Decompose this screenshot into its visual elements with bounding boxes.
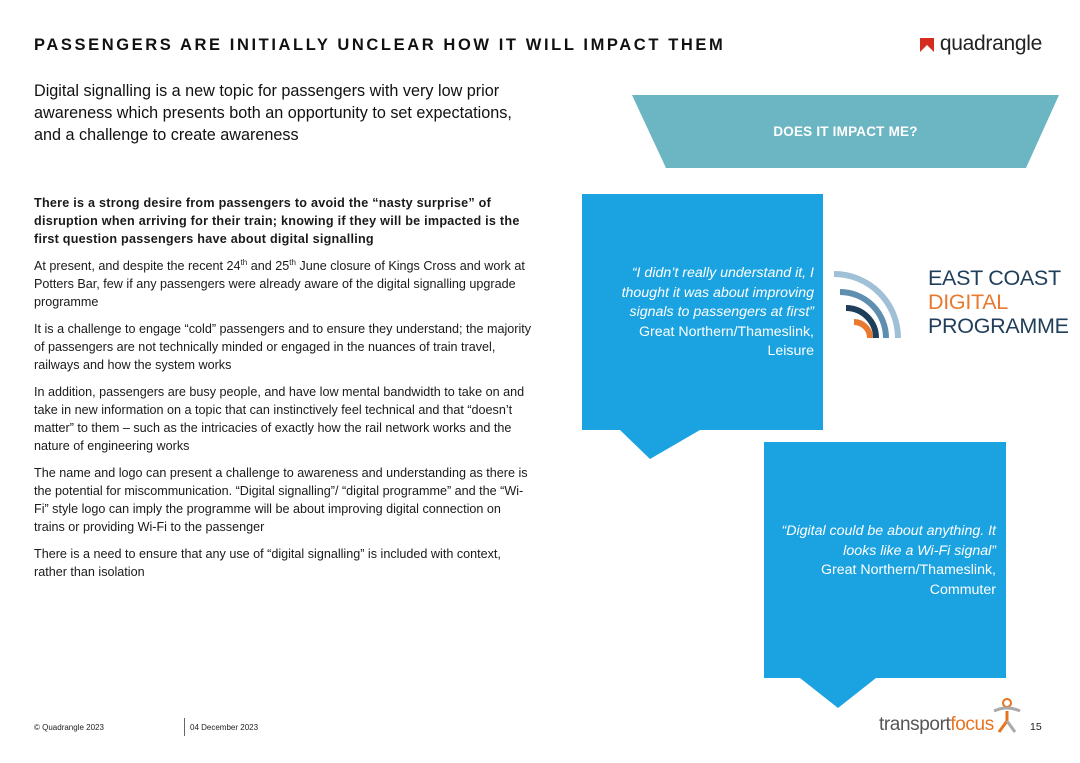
superscript-th-2: th xyxy=(289,257,296,267)
quote-2-attribution-line2: Commuter xyxy=(929,581,996,598)
transport-focus-logo-part1: transport xyxy=(879,714,951,735)
paragraph-awareness-part-b: and 25 xyxy=(247,259,290,273)
quote-2-attribution-line1: Great Northern/Thameslink, xyxy=(820,562,996,578)
ecdp-line-east-coast: EAST COAST xyxy=(928,266,1061,290)
lead-paragraph: There is a strong desire from passengers to avoid the “nasty surprise” of disruption when arriving for their train; knowing if they will be impacted is the first question passengers have about digital signalling xyxy=(34,196,520,246)
paragraph-awareness-part-c: June closure of Kings Cross and work at Potters Bar, few if any passengers were already aware of the digital signalling upgrade programme xyxy=(34,259,525,309)
paragraph-cold-passengers: It is a challenge to engage “cold” passengers and to ensure they understand; the majority of passengers are not technically minded or engaged in the nuances of train travel, railways and how the system works xyxy=(34,322,532,372)
quote-2 xyxy=(770,522,996,600)
quote-1-text: “I didn’t really understand it, I thought it was about improving signals to passengers at first” xyxy=(621,265,814,320)
footer-date: 04 December 2023 xyxy=(190,723,259,732)
ecdp-line-digital: DIGITAL xyxy=(928,290,1008,314)
ecdp-wordmark xyxy=(928,266,1069,338)
paragraph-context: There is a need to ensure that any use of “digital signalling” is included with context, rather than isolation xyxy=(34,547,501,579)
quote-1-attribution-line1: Great Northern/Thameslink, xyxy=(638,323,814,340)
slide-title: PASSENGERS ARE INITIALLY UNCLEAR HOW IT WILL IMPACT THEM xyxy=(34,36,726,54)
paragraph-name-logo: The name and logo can present a challenge to awareness and understanding as there is the potential for miscommunication. “Digital signalling”/ “digital programme” and the “Wi-Fi” style logo can imply the programme will be about improving digital connection on trains or providing Wi-Fi to the passenger xyxy=(34,466,528,534)
impact-banner-label: DOES IT IMPACT ME? xyxy=(773,124,918,139)
page-number: 15 xyxy=(1030,721,1042,733)
paragraph-bandwidth: In addition, passengers are busy people, and have low mental bandwidth to take on and take in new information on a topic that can instinctively feel technical and that “doesn’t matter” to them – such as the intricacies of exactly how the rail network works and the nature of engineering works xyxy=(34,385,525,453)
quote-2-text: “Digital could be about anything. It looks like a Wi-Fi signal” xyxy=(781,523,996,559)
quote-1 xyxy=(590,264,814,362)
paragraph-awareness-part-a: At present, and despite the recent 24 xyxy=(34,259,241,273)
superscript-th-1: th xyxy=(240,257,248,267)
quadrangle-wordmark: quadrangle xyxy=(939,32,1042,55)
footer-divider xyxy=(184,718,185,736)
transport-focus-logo-part2: focus xyxy=(950,714,994,735)
slide-subtitle: Digital signalling is a new topic for passengers with very low prior awareness which presents both an opportunity to set expectations, and a challenge to create awareness xyxy=(34,82,512,144)
transport-focus-logo xyxy=(879,714,994,736)
ecdp-line-programme: PROGRAMME xyxy=(928,314,1069,338)
transport-focus-figure-icon xyxy=(992,697,1022,733)
quote-1-attribution-line2: Leisure xyxy=(767,343,814,359)
footer-copyright: © Quadrangle 2023 xyxy=(34,723,104,732)
